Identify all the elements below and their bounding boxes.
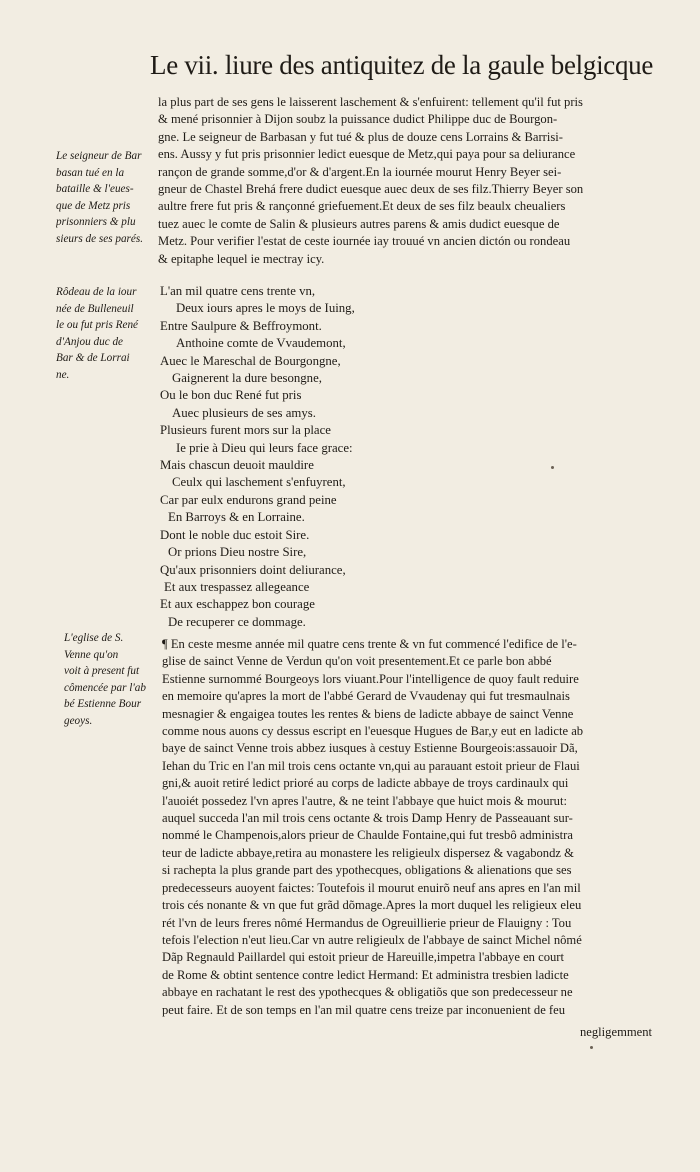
poem-line: En Barroys & en Lorraine. xyxy=(168,510,305,525)
paragraph-2-line: peut faire. Et de son temps en l'an mil quatre cens treize par inconuenient de feu xyxy=(162,1002,566,1017)
paragraph-1-line: ens. Aussy y fut pris prisonnier ledict euesque de Metz,qui paya pour sa deliurance xyxy=(158,147,576,162)
poem-line: L'an mil quatre cens trente vn, xyxy=(160,284,316,298)
margin-note-2-line: ne. xyxy=(56,368,70,381)
margin-note-1 xyxy=(56,148,152,248)
poem-line: Plusieurs furent mors sur la place xyxy=(160,423,331,438)
poem-line: Ie prie à Dieu qui leurs face grace: xyxy=(176,440,353,455)
paragraph-2-line: teur de ladicte abbaye,retira au monastere les religieulx dispersez & vagabondz & xyxy=(162,845,574,860)
paragraph-2-line: rét l'vn de leurs freres nômé Hermandus de Ogreuillierie prieur de Flauigny : Tou xyxy=(162,915,572,930)
paragraph-2-line: l'auoiét possedez l'vn apres l'autre, & ne teint l'abbaye que huict mois & mourut: xyxy=(162,793,567,808)
paragraph-2-line: mesnagier & engaigea toutes les rentes & biens de ladicte abbaye de sainct Venne xyxy=(162,706,574,721)
poem-line: Ou le bon duc René fut pris xyxy=(160,388,302,403)
margin-note-3-line: L'eglise de S. xyxy=(64,632,124,644)
poem-line: Dont le noble duc estoit Sire. xyxy=(160,527,310,542)
paragraph-1-line: & epitaphe lequel ie mectray icy. xyxy=(158,251,325,266)
paragraph-2-line: gni,& auoit retiré ledict prioré au corps de ladicte abbaye de troys cardinaulx qui xyxy=(162,776,569,791)
margin-note-2-line: Bar & de Lorrai xyxy=(56,352,130,365)
poem-line: Mais chascun deuoit mauldire xyxy=(160,458,314,473)
paragraph-1-line: gneur de Chastel Brehá frere dudict euesque auec deux de ses filz.Thierry Beyer son xyxy=(158,182,584,197)
paragraph-2-line: Dãp Regnauld Paillardel qui estoit prieur de Hareuille,impetra l'abbaye en court xyxy=(162,950,564,965)
margin-note-1-line: sieurs de ses parés. xyxy=(56,232,144,245)
margin-note-2-line: d'Anjou duc de xyxy=(56,335,124,348)
paragraph-2-line: comme nous auons cy dessus escript en l'euesque Hugues de Bar,y eut en ladicte ab xyxy=(162,724,584,739)
poem-line: Or prions Dieu nostre Sire, xyxy=(168,545,307,560)
margin-note-1-line: Le seigneur de Bar xyxy=(56,150,142,162)
paragraph-2-line: abbaye en rachatant le rest des ypothecques & obligatiõs que son predecesseur ne xyxy=(162,985,573,1000)
paragraph-2-line: Estienne surnommé Bourgeoys lors viuant.Pour l'intelligence de quoy fault reduire xyxy=(162,671,579,686)
paragraph-2-line: glise de sainct Venne de Verdun qu'on voit presentement.Et ce parle bon abbé xyxy=(162,654,552,669)
poem-line: De recuperer ce dommage. xyxy=(168,614,306,629)
poem-line: Auec le Mareschal de Bourgongne, xyxy=(160,353,341,368)
paragraph-1-line: Metz. Pour verifier l'estat de ceste iournée iay trouué vn ancien dictón ou rondeau xyxy=(158,234,571,249)
catchword: negligemment xyxy=(580,1025,653,1039)
margin-note-2-line: le ou fut pris René xyxy=(56,319,139,332)
paragraph-2-line: trois cés nonante & vn que fut grãd dõmage.Apres la mort duquel les religieux eleu xyxy=(162,898,582,913)
paragraph-2-line: de Rome & obtint sentence contre ledict Hermand: Et administra tresbien ladicte xyxy=(162,967,569,982)
margin-note-3-line: cômencée par l'ab xyxy=(64,681,146,694)
paragraph-1 xyxy=(158,94,682,268)
paragraph-1-line: gne. Le seigneur de Barbasan y fut tué & plus de douze cens Lorrains & Barrisi- xyxy=(158,129,563,144)
ink-speck xyxy=(590,1046,593,1049)
margin-note-1-line: que de Metz pris xyxy=(56,199,131,212)
paragraph-2-line: Iehan du Tric en l'an mil trois cens octante vn,qui au parauant estoit prieur de Flaui xyxy=(162,758,580,773)
poem-line: Et aux eschappez bon courage xyxy=(160,597,315,612)
poem-line: Et aux trespassez allegeance xyxy=(164,579,310,594)
margin-note-1-line: basan tué en la xyxy=(56,166,125,179)
margin-note-1-line: bataille & l'eues- xyxy=(56,183,134,196)
paragraph-2-line: baye de sainct Venne trois abbez iusques à cestuy Estienne Bourgeois:assauoir Dã, xyxy=(162,741,578,756)
poem-line: Qu'aux prisonniers doint deliurance, xyxy=(160,562,346,577)
poem-line: Deux iours apres le moys de Iuing, xyxy=(176,301,355,316)
poem-line: Anthoine comte de Vvaudemont, xyxy=(176,336,346,351)
rondeau-poem xyxy=(160,283,460,631)
margin-note-3-line: bé Estienne Bour xyxy=(64,698,142,711)
running-head: Le vii. liure des antiquitez de la gaule belgicque xyxy=(150,50,654,80)
margin-note-3-line: voit à present fut xyxy=(64,665,140,678)
paragraph-2 xyxy=(162,636,686,1019)
paragraph-1-line: rançon de grande somme,d'or & d'argent.En la iournée mourut Henry Beyer sei- xyxy=(158,164,562,179)
paragraph-2-line: auquel succeda l'an mil trois cens octante & trois Damp Henry de Passeauant sur- xyxy=(162,811,573,826)
paragraph-2-line: predecesseurs auoyent faictes: Toutefois il mourut enuirõ neuf ans apres en l'an mil xyxy=(162,880,581,895)
paragraph-2-line: nommé le Champenois,alors prieur de Chaulde Fontaine,qui fut tresbô administra xyxy=(162,828,573,843)
paragraph-2-line: si rachepta la plus grande part des ypothecques, obligations & alienations que ses xyxy=(162,863,572,878)
poem-line: Car par eulx endurons grand peine xyxy=(160,492,337,507)
margin-note-2-line: Rôdeau de la iour xyxy=(56,286,137,298)
margin-note-2 xyxy=(56,284,152,384)
margin-note-2-line: née de Bulleneuil xyxy=(56,302,134,315)
poem-line: Auec plusieurs de ses amys. xyxy=(172,405,316,420)
paragraph-2-line: tefois l'election n'eut lieu.Car vn autre religieulx de l'abbaye de sainct Michel nômé xyxy=(162,932,582,947)
paragraph-1-line: aultre frere fut pris & rançonné griefuement.Et deux de ses filz beaulx cheualiers xyxy=(158,199,566,214)
margin-note-3-line: Venne qu'on xyxy=(64,648,119,661)
paragraph-1-line: tuez auec le comte de Salin & plusieurs autres parens & amis dudict euesque de xyxy=(158,216,560,231)
poem-line: Entre Saulpure & Beffroymont. xyxy=(160,318,322,333)
margin-note-3-line: geoys. xyxy=(64,714,93,727)
margin-note-1-line: prisonniers & plu xyxy=(56,216,136,229)
paragraph-2-line: en memoire qu'apres la mort de l'abbé Gerard de Vvaudenay qui fut tresmaulnais xyxy=(162,689,570,704)
paragraph-2-line: ¶ En ceste mesme année mil quatre cens trente & vn fut commencé l'edifice de l'e- xyxy=(162,637,577,651)
paragraph-1-line: la plus part de ses gens le laisserent laschement & s'enfuirent: tellement qu'il fut pris xyxy=(158,95,583,109)
margin-note-3 xyxy=(64,630,160,730)
ink-speck xyxy=(551,466,554,469)
paragraph-1-line: & mené prisonnier à Dijon soubz la puissance dudict Philippe duc de Bourgon- xyxy=(158,112,558,127)
poem-line: Ceulx qui laschement s'enfuyrent, xyxy=(172,475,346,490)
poem-line: Gaignerent la dure besongne, xyxy=(172,371,322,386)
